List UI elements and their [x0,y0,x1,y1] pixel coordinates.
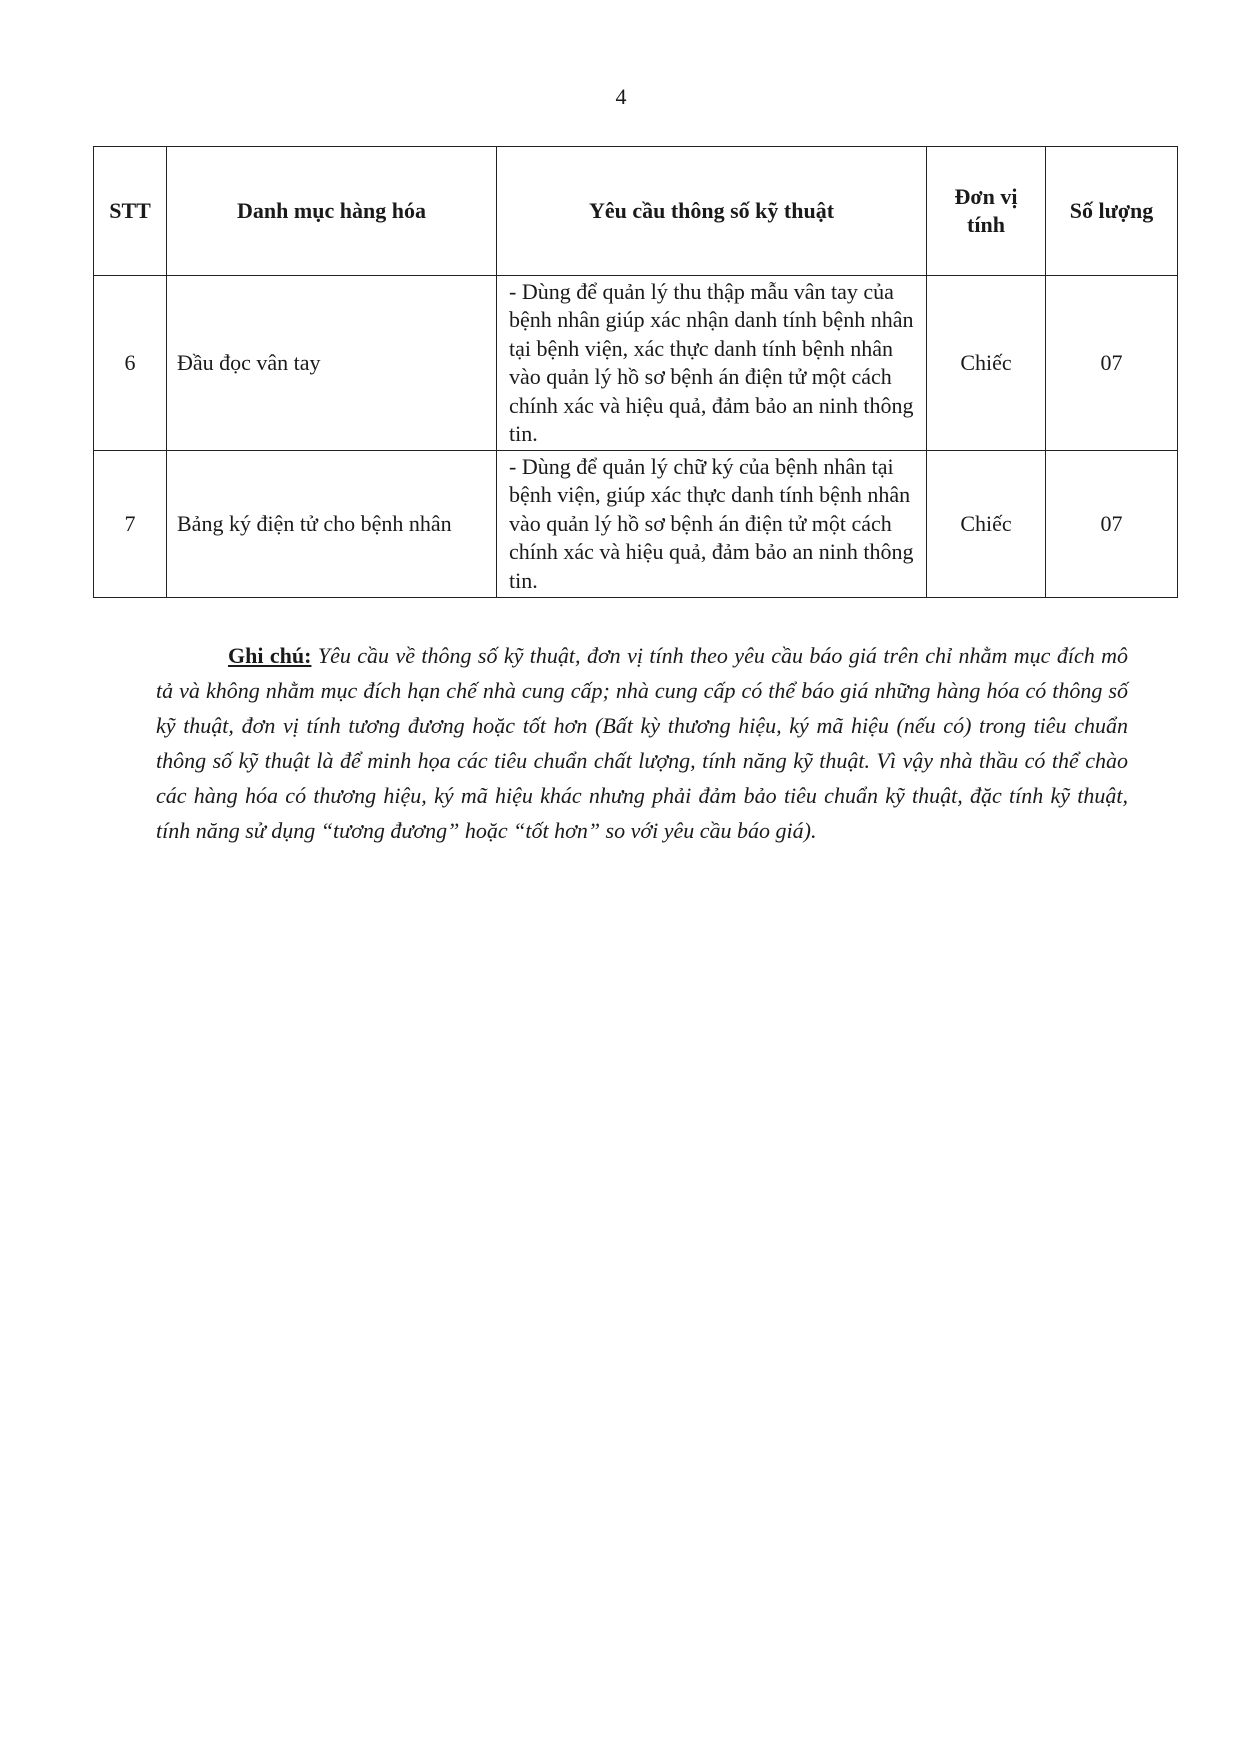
table-row [94,451,1178,598]
row-quantity: 07 [1046,276,1178,451]
note-paragraph [156,638,1128,848]
header-row [94,147,1178,276]
note-text: Yêu cầu về thông số kỹ thuật, đơn vị tính theo yêu cầu báo giá trên chỉ nhằm mục đích mô tả và không nhằm mục đích hạn chế nhà cung cấp; nhà cung cấp có thể báo giá những hàng hóa có thông số kỹ thuật, đơn vị tính tương đương hoặc tốt hơn (Bất kỳ thương hiệu, ký mã hiệu (nếu có) trong tiêu chuẩn thông số kỹ thuật là để minh họa các tiêu chuẩn chất lượng, tính năng kỹ thuật. Vì vậy nhà thầu có thể chào các hàng hóa có thương hiệu, ký mã hiệu khác nhưng phải đảm bảo tiêu chuẩn kỹ thuật, đặc tính kỹ thuật, tính năng sử dụng “tương đương” hoặc “tốt hơn” so với yêu cầu báo giá). [156,643,1129,843]
row-stt: 6 [94,276,167,451]
row-unit: Chiếc [927,451,1046,598]
note-label: Ghi chú: [228,643,312,668]
table-header [94,147,1178,276]
row-item-name: Bảng ký điện tử cho bệnh nhân [167,451,497,598]
header-stt: STT [94,147,167,276]
table-row [94,276,1178,451]
row-unit: Chiếc [927,276,1046,451]
header-item-name: Danh mục hàng hóa [167,147,497,276]
row-item-name: Đầu đọc vân tay [167,276,497,451]
row-stt: 7 [94,451,167,598]
header-quantity: Số lượng [1046,147,1178,276]
row-spec: - Dùng để quản lý thu thập mẫu vân tay của bệnh nhân giúp xác nhận danh tính bệnh nhân tại bệnh viện, xác thực danh tính bệnh nhân vào quản lý hồ sơ bệnh án điện tử một cách chính xác và hiệu quả, đảm bảo an ninh thông tin. [497,276,927,451]
page-number: 4 [615,84,627,109]
row-spec: - Dùng để quản lý chữ ký của bệnh nhân tại bệnh viện, giúp xác thực danh tính bệnh nhân vào quản lý hồ sơ bệnh án điện tử một cách chính xác và hiệu quả, đảm bảo an ninh thông tin. [497,451,927,598]
header-unit: Đơn vị tính [927,147,1046,276]
header-spec: Yêu cầu thông số kỹ thuật [497,147,927,276]
goods-table [93,146,1178,598]
row-quantity: 07 [1046,451,1178,598]
